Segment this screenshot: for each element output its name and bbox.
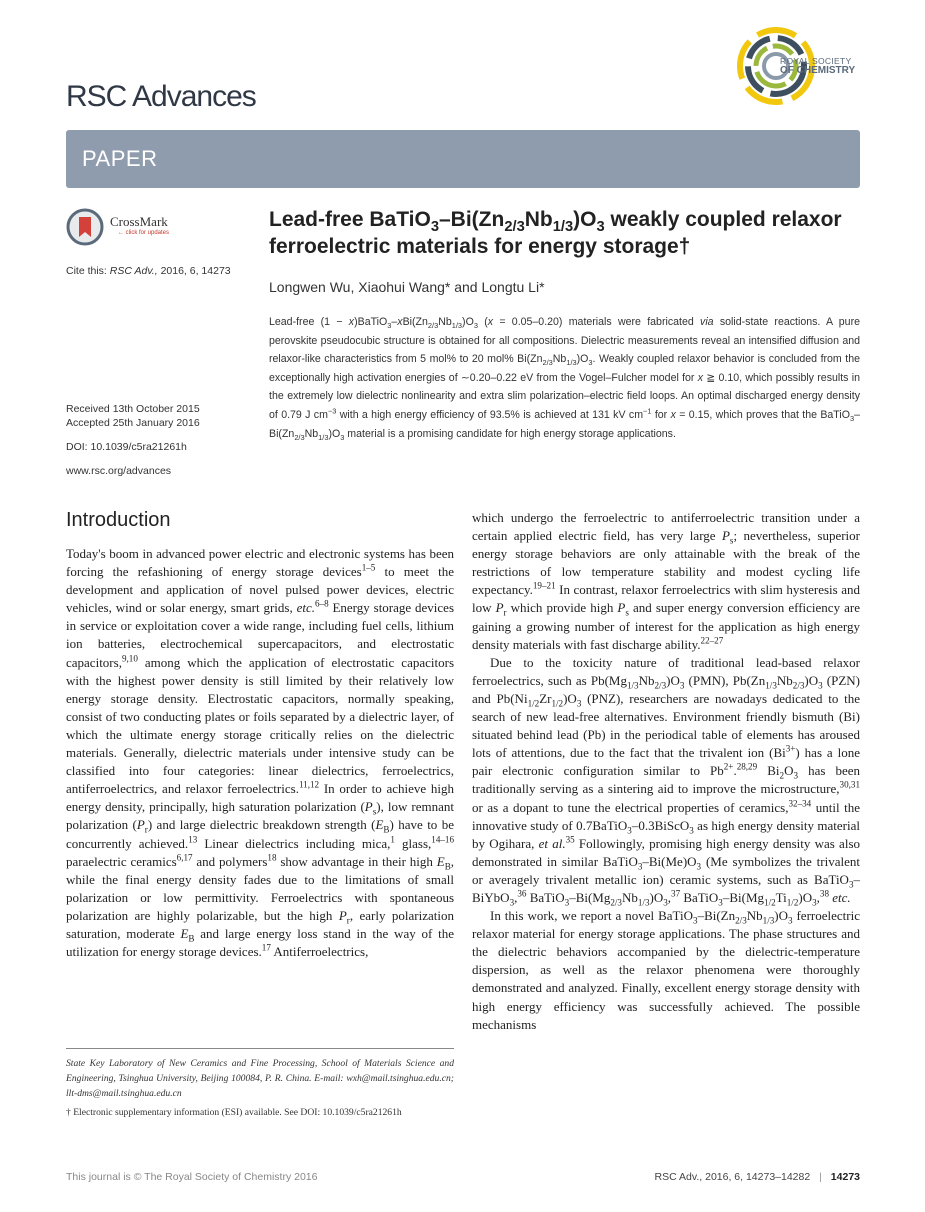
- intro-paragraph-1-cont: which undergo the ferroelectric to antiferroelectric transition under a certain applied electric field, has very large $P_s$; nevertheless, superior energy storage behaviors are only attainable with the break of the restrictions of low temperature stability and modest cycling life expectancy.$^{19-21}$ In contrast, relaxor ferroelectrics with slim hysteresis and low $P_r$ which provide high $P_s$ and super energy conversion efficiency are gaining a growing number of interest for the application as high energy density materials with fast discharge ability.$^{22-27}$: [472, 510, 861, 652]
- crossmark-icon: [66, 208, 104, 246]
- crossmark-badge[interactable]: [66, 208, 186, 248]
- received-date: Received 13th October 2015: [66, 403, 200, 415]
- journal-name: RSC Advances: [66, 80, 256, 113]
- cite-rest: 2016, 6, 14273: [160, 265, 231, 277]
- crossmark-subtitle: ← click for updates: [118, 230, 170, 236]
- cite-this: [66, 264, 231, 279]
- footer-citation: RSC Adv., 2016, 6, 14273–14282: [654, 1171, 811, 1183]
- cite-journal: RSC Adv.,: [109, 265, 158, 277]
- paper-banner: [66, 130, 860, 188]
- page-number: 14273: [830, 1171, 860, 1183]
- doi: DOI: 10.1039/c5ra21261h: [66, 441, 187, 453]
- logo-line-1: ROYAL SOCIETY: [780, 56, 852, 66]
- footnotes: [66, 1056, 454, 1124]
- intro-paragraph-2: Due to the toxicity nature of traditional lead-based relaxor ferroelectrics, such as $Pb(Mg_{1/3}Nb_{2/3})O_3$ (PMN), $Pb(Zn_{1/3}Nb_{2/3})O_3$ (PZN) and $Pb(Ni_{1/2}Zr_{1/2})O_3$ (PNZ), researchers are nowadays dedicated to the search of new lead-free alternatives. Environment friendly bismuth (Bi) situated behind lead (Pb) in the periodical table of elements has aroused lots of attentions, due to the fact that the trivalent ion $(Bi^{3+})$ has a lone pair electronic configuration similar to $Pb^{2+}.^{28,29}$ $Bi_2O_3$ has been traditionally serving as a sintering aid to improve the microstructure,$^{30,31}$ or as a dopant to tune the electrical properties of ceramics,$^{32-34}$ until the innovative study of 0.7BaTiO$_3$–0.3BiScO$_3$ as high energy density material by Ogihara, et al.$^{35}$ Followingly, promising high energy density was also demonstrated in similar $BaTiO_3-Bi(Me)O_3$ (Me symbolizes the trivalent or averagely trivalent metallic ion) ceramic systems, such as BaTiO$_3$–BiYbO$_3$,$^{36}$ $BaTiO_3-Bi(Mg_{2/3}Nb_{1/3})O_3,^{37}$ $BaTiO_3-Bi(Mg_{1/2}Ti_{1/2})O_3,^{38}$ etc.: [472, 654, 861, 908]
- cite-label: Cite this:: [66, 265, 107, 277]
- authors: Longwen Wu, Xiaohui Wang* and Longtu Li*: [269, 279, 545, 295]
- intro-paragraph-1: Today's boom in advanced power electric and electronic systems has been forcing the refashioning of energy storage devices$^{1-5}$ to meet the development and application of novel pulsed power devices, electric vehicles, wind or solar energy, smart grids, etc.$^{6-8}$ Energy storage devices in service or exploitation cover a wide range, including fuel cells, lithium ion batteries, electrochemical supercapacitors, and electrostatic capacitors,$^{9,10}$ among which the application of electrostatic capacitors with the highest power density is still limited by their relatively low energy storage density. Electrostatic capacitors, normally speaking, consist of two conducting plates or foils separated by a dielectric layer, of which the ultimate energy storage critically relies on the dielectric materials. Generally, dielectric materials under intensive study can be classified into four categories: linear dielectrics, ferroelectrics, antiferroelectrics, and relaxor ferroelectrics.$^{11,12}$ In order to achieve high energy density, principally, high saturation polarization $(P_s)$, low remnant polarization $(P_r)$ and large dielectric breakdown strength $(E_B)$ have to be concurrently achieved.$^{13}$ Linear dielectrics including mica,$^1$ glass,$^{14-16}$ paraelectric ceramics$^{6,17}$ and polymers$^{18}$ show advantage in their high $E_B$, while the final energy density fades due to the limitations of small polarization or low permittivity. Ferroelectrics with spontaneous polarization are highly polarizable, but the high $P_r$, early polarization saturation, moderate $E_B$ and large energy loss stand in the way of the utilization for energy storage devices.$^{17}$ Antiferroelectrics,: [66, 546, 455, 960]
- copyright-footer: This journal is © The Royal Society of Chemistry 2016: [66, 1171, 318, 1183]
- logo-line-2: OF CHEMISTRY: [780, 65, 856, 76]
- intro-paragraph-3: In this work, we report a novel $BaTiO_3-Bi(Zn_{2/3}Nb_{1/3})O_3$ ferroelectric relaxor material for energy storage applications. The phase structures and the dielectric behaviors accompanied by the dielectric-temperature dispersion, as well as the relaxor phenomena were thoroughly demonstrated and analyzed. Finally, excellent energy storage density with high energy efficiency was successfully achieved. The possible mechanisms: [472, 908, 860, 1032]
- abstract: Lead-free $(1 - x)BaTiO_3-xBi(Zn_{2/3}Nb_{1/3})O_3$ (x = 0.05–0.20) materials were fabricated via solid-state reactions. A pure perovskite pseudocubic structure is obtained for all compositions. Dielectric measurements reveal an intensified diffusion and relaxor-like characteristics from 5 mol% to 20 mol% $Bi(Zn_{2/3}Nb_{1/3})O_3$. Weakly coupled relaxor behavior is concluded from the exceptionally high activation energies of ∼0.20–0.22 eV from the Vogel–Fulcher model for x ≧ 0.10, which possibly results in the extremely low dielectric nonlinearity and extra slim polarization–electric field loops. An optimal discharged energy density of 0.79 J $cm^{-3}$ with a high energy efficiency of 93.5% is achieved at 131 kV $cm^{-1}$ for x = 0.15, which proves that the $BaTiO_3-Bi(Zn_{2/3}Nb_{1/3})O_3$ material is a promising candidate for high energy storage applications.: [269, 316, 861, 442]
- esi-footnote: † Electronic supplementary information (ESI) available. See DOI: 10.1039/c5ra21261h: [66, 1107, 402, 1118]
- accepted-date: Accepted 25th January 2016: [66, 417, 200, 429]
- affiliation-footnote: State Key Laboratory of New Ceramics and Fine Processing, School of Materials Science and Engineering, Tsinghua University, Beijing 100084, P. R. China. E-mail: wxh@mail.tsinghua.edu.cn; llt-dms@mail.tsinghua.edu.cn: [66, 1058, 454, 1099]
- crossmark-title: CrossMark: [110, 214, 168, 229]
- page-footer: [655, 1171, 860, 1183]
- body-column-right: [472, 509, 860, 1034]
- rsc-logo-text: [780, 56, 870, 76]
- article-title: Lead-free $BaTiO_3-Bi(Zn_{2/3}Nb_{1/3})O_3$ weakly coupled relaxor ferroelectric materials for energy storage†: [269, 208, 842, 258]
- journal-url[interactable]: www.rsc.org/advances: [66, 465, 172, 477]
- body-column-left: [66, 545, 454, 961]
- paper-type-label: PAPER: [82, 146, 158, 171]
- footer-separator: |: [819, 1171, 822, 1183]
- footnote-divider: [66, 1048, 454, 1049]
- introduction-heading: Introduction: [66, 509, 171, 531]
